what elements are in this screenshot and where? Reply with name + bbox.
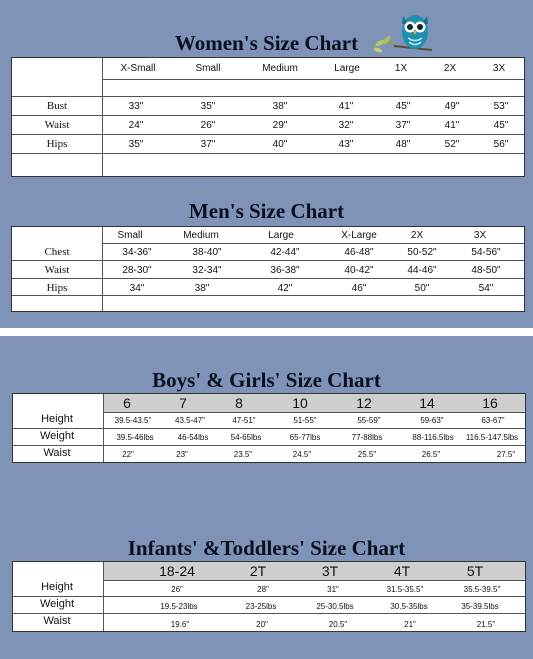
header-band: [104, 394, 525, 412]
row-label-bust: Bust: [46, 100, 68, 112]
table-divider: [12, 295, 524, 296]
table-cell: 39.5-46lbs: [116, 433, 154, 442]
table-cell: 43": [338, 139, 354, 150]
row-label-waist: Waist: [43, 615, 71, 627]
table-cell: 41": [338, 101, 354, 112]
table-cell: 59-63": [420, 416, 444, 425]
row-label-height: Height: [41, 581, 73, 593]
table-divider: [103, 412, 525, 413]
table-cell: 51-55": [293, 416, 317, 425]
kids-chart-title: Boys' & Girls' Size Chart: [152, 368, 381, 392]
table-cell: 37": [395, 120, 411, 131]
table-cell: 28-30": [122, 265, 152, 276]
row-label-waist: Waist: [44, 264, 70, 276]
table-cell: 46-48": [344, 247, 374, 258]
table-cell: 39.5-43.5": [114, 416, 152, 425]
table-divider: [102, 243, 524, 244]
table-cell: 26": [171, 585, 183, 594]
table-cell: 36-38": [270, 265, 300, 276]
table-cell: 21": [404, 620, 416, 629]
table-cell: 35.5-39.5": [463, 585, 501, 594]
size-header: 6: [123, 395, 131, 411]
size-header: 14: [419, 395, 435, 411]
table-cell: 63-67": [481, 416, 505, 425]
table-cell: 23": [176, 450, 188, 459]
size-header: 7: [179, 395, 187, 411]
size-header: 2T: [249, 563, 267, 579]
size-header: 12: [356, 395, 372, 411]
table-cell: 37": [200, 139, 216, 150]
size-header: Large: [268, 230, 294, 241]
table-cell: 46-54lbs: [177, 433, 209, 442]
table-cell: 24": [128, 120, 144, 131]
table-cell: 38": [194, 283, 210, 294]
row-label-height: Height: [41, 413, 73, 425]
table-cell: 54": [478, 283, 494, 294]
womens-chart-title: Women's Size Chart: [174, 31, 359, 55]
table-cell: 19.6": [170, 620, 190, 629]
infants-chart-title: Infants' &Toddlers' Size Chart: [127, 536, 406, 560]
table-cell: 25.5": [357, 450, 377, 459]
table-cell: 42-44": [270, 247, 300, 258]
table-cell: 19.5-23lbs: [160, 602, 198, 611]
table-divider: [12, 134, 524, 135]
table-cell: 50": [414, 283, 430, 294]
womens-size-table: [11, 57, 525, 177]
table-cell: 35-39.5lbs: [461, 602, 499, 611]
table-cell: 38": [272, 101, 288, 112]
table-divider: [12, 153, 524, 154]
table-cell: 116.5-147.5lbs: [465, 433, 519, 442]
size-header: 5T: [466, 563, 484, 579]
row-label-waist: Waist: [44, 119, 70, 131]
table-divider: [13, 613, 525, 614]
table-cell: 35": [128, 139, 144, 150]
table-cell: 23-25lbs: [245, 602, 277, 611]
size-header: X-Small: [120, 63, 156, 74]
size-header: 3X: [492, 63, 506, 74]
table-divider: [12, 96, 524, 97]
table-cell: 22": [122, 450, 134, 459]
table-cell: 40-42": [344, 265, 374, 276]
table-cell: 48": [395, 139, 411, 150]
table-cell: 32": [338, 120, 354, 131]
table-cell: 41": [444, 120, 460, 131]
size-header: Medium: [183, 230, 219, 241]
table-cell: 31": [327, 585, 339, 594]
table-divider: [13, 428, 525, 429]
table-cell: 20.5": [328, 620, 348, 629]
table-cell: 23.5": [233, 450, 253, 459]
table-divider: [12, 278, 524, 279]
row-label-hips: Hips: [46, 282, 68, 294]
table-cell: 44-46": [407, 265, 437, 276]
size-header: 2X: [443, 63, 457, 74]
table-cell: 65-77lbs: [289, 433, 321, 442]
size-header: 1X: [394, 63, 408, 74]
table-cell: 31.5-35.5": [386, 585, 424, 594]
table-divider: [102, 227, 103, 311]
table-cell: 45": [493, 120, 509, 131]
size-header: 8: [235, 395, 243, 411]
mens-size-table: [11, 226, 525, 312]
table-cell: 43.5-47": [175, 416, 205, 425]
table-cell: 26": [200, 120, 216, 131]
row-label-waist: Waist: [43, 447, 71, 459]
table-cell: 29": [272, 120, 288, 131]
table-cell: 45": [395, 101, 411, 112]
table-cell: 52": [444, 139, 460, 150]
table-cell: 30.5-35lbs: [390, 602, 428, 611]
size-header: 10: [292, 395, 308, 411]
table-cell: 40": [272, 139, 288, 150]
table-cell: 46": [351, 283, 367, 294]
size-header: 18-24: [159, 563, 195, 579]
table-divider: [13, 445, 525, 446]
size-header: Medium: [262, 63, 298, 74]
table-cell: 48-50": [471, 265, 501, 276]
table-cell: 20": [256, 620, 268, 629]
table-cell: 38-40": [192, 247, 222, 258]
table-cell: 25-30.5lbs: [316, 602, 354, 611]
table-divider: [102, 58, 103, 176]
table-cell: 21.5": [476, 620, 496, 629]
size-header: 3X: [473, 230, 487, 241]
row-label-weight: Weight: [39, 430, 75, 442]
size-header: 2X: [410, 230, 424, 241]
table-cell: 27.5": [496, 450, 516, 459]
size-header: 4T: [393, 563, 411, 579]
size-header: 16: [482, 395, 498, 411]
table-cell: 24.5": [292, 450, 312, 459]
table-cell: 49": [444, 101, 460, 112]
table-cell: 32-34": [192, 265, 222, 276]
table-cell: 55-59": [357, 416, 381, 425]
size-header: X-Large: [341, 230, 377, 241]
mens-chart-title: Men's Size Chart: [188, 199, 345, 223]
table-cell: 26.5": [421, 450, 441, 459]
table-cell: 34": [129, 283, 145, 294]
table-divider: [102, 79, 524, 80]
table-divider: [12, 115, 524, 116]
row-label-chest: Chest: [44, 246, 70, 258]
row-label-weight: Weight: [39, 598, 75, 610]
size-header: Small: [195, 63, 221, 74]
table-divider: [12, 260, 524, 261]
row-label-hips: Hips: [46, 138, 68, 150]
table-cell: 34-36": [122, 247, 152, 258]
table-cell: 77-88lbs: [351, 433, 383, 442]
size-header: Small: [117, 230, 143, 241]
size-header: Large: [334, 63, 360, 74]
table-cell: 54-65lbs: [230, 433, 262, 442]
table-cell: 88-116.5lbs: [412, 433, 454, 442]
table-divider: [13, 596, 525, 597]
section-divider: [0, 328, 533, 336]
table-cell: 50-52": [407, 247, 437, 258]
table-cell: 47-51": [232, 416, 256, 425]
table-cell: 53": [493, 101, 509, 112]
table-cell: 56": [493, 139, 509, 150]
table-divider: [103, 580, 525, 581]
size-header: 3T: [321, 563, 339, 579]
table-cell: 28": [257, 585, 269, 594]
table-cell: 33": [128, 101, 144, 112]
infants-size-table: [12, 561, 526, 632]
table-cell: 42": [277, 283, 293, 294]
table-cell: 54-56": [471, 247, 501, 258]
table-cell: 35": [200, 101, 216, 112]
kids-size-table: [12, 393, 526, 463]
